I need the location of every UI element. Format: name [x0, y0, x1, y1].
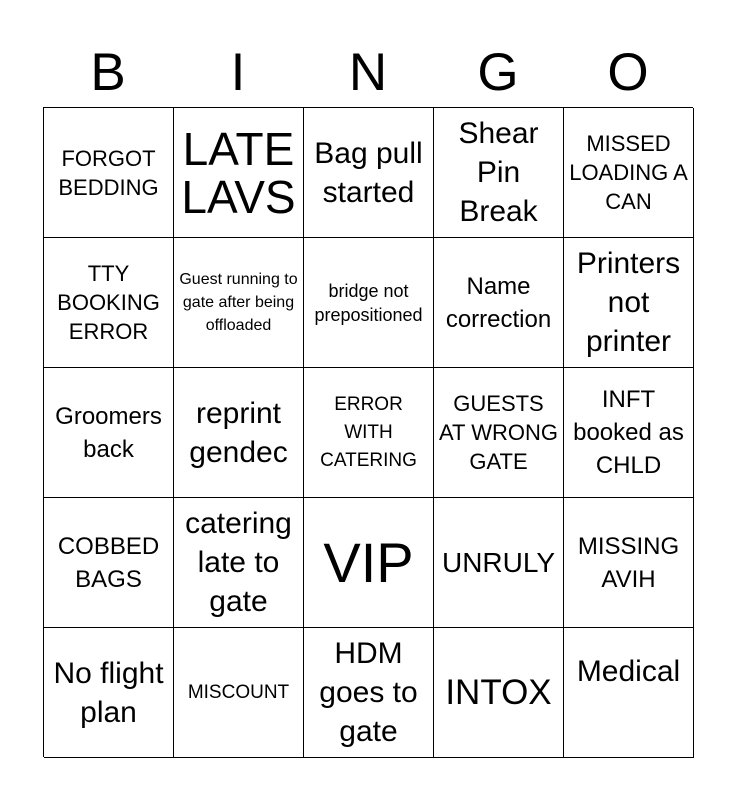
cell-text: COBBED BAGS — [57, 532, 160, 593]
cell-text: MISSING AVIH — [577, 532, 680, 593]
cell-text: HDM goes to gate — [319, 637, 418, 748]
cell-text: GUESTS AT WRONG GATE — [439, 391, 558, 474]
bingo-cell[interactable] — [564, 108, 694, 238]
bingo-cell[interactable] — [564, 238, 694, 368]
cell-text: Medical — [576, 655, 681, 688]
cell-text: TTY BOOKING ERROR — [57, 261, 160, 344]
header-letter-g: G — [477, 43, 519, 102]
bingo-cell[interactable] — [44, 498, 174, 628]
cell-text: No flight plan — [53, 656, 164, 729]
cell-text: FORGOT BEDDING — [58, 145, 159, 200]
cell-text: Groomers back — [55, 402, 162, 463]
bingo-cell[interactable] — [304, 498, 434, 628]
bingo-cell[interactable] — [174, 238, 304, 368]
bingo-cell[interactable] — [44, 238, 174, 368]
bingo-cell[interactable] — [434, 498, 564, 628]
cell-text: reprint gendec — [189, 396, 288, 469]
bingo-cell[interactable] — [174, 108, 304, 238]
bingo-cell[interactable] — [564, 498, 694, 628]
cell-text: Printers not printer — [576, 247, 681, 358]
bingo-cell[interactable] — [174, 368, 304, 498]
cell-text: Bag pull started — [314, 136, 423, 209]
bingo-cell[interactable] — [304, 108, 434, 238]
bingo-cell[interactable] — [174, 628, 304, 758]
cell-text: ERROR WITH CATERING — [320, 393, 417, 471]
bingo-cell[interactable] — [44, 368, 174, 498]
bingo-cell[interactable] — [434, 628, 564, 758]
cell-text: INTOX — [445, 672, 552, 712]
cell-text: Shear Pin Break — [458, 117, 539, 228]
bingo-cell[interactable] — [44, 628, 174, 758]
header-letter-i: I — [230, 43, 246, 102]
cell-text: MISSED LOADING A CAN — [569, 131, 688, 214]
bingo-grid — [43, 107, 693, 757]
bingo-cell[interactable] — [564, 628, 694, 758]
cell-text: LATE LAVS — [181, 122, 296, 223]
cell-text: catering late to gate — [185, 507, 292, 618]
header-letter-o: O — [607, 43, 649, 102]
bingo-cell[interactable] — [434, 368, 564, 498]
bingo-cell[interactable] — [304, 238, 434, 368]
bingo-header — [43, 38, 693, 108]
cell-text: Guest running to gate after being offloaded — [179, 271, 298, 334]
bingo-cell[interactable] — [304, 628, 434, 758]
bingo-cell[interactable] — [174, 498, 304, 628]
cell-text: Name correction — [445, 272, 552, 333]
header-letter-n: N — [348, 43, 388, 102]
bingo-cell[interactable] — [44, 108, 174, 238]
cell-text: VIP — [323, 530, 414, 594]
cell-text: MISCOUNT — [187, 681, 290, 703]
cell-text: UNRULY — [441, 547, 556, 578]
bingo-cell[interactable] — [564, 368, 694, 498]
cell-text: bridge not prepositioned — [314, 280, 423, 325]
cell-text: INFT booked as CHLD — [573, 386, 684, 479]
bingo-cell[interactable] — [304, 368, 434, 498]
header-letter-b: B — [90, 43, 126, 102]
bingo-cell[interactable] — [434, 238, 564, 368]
bingo-cell[interactable] — [434, 108, 564, 238]
